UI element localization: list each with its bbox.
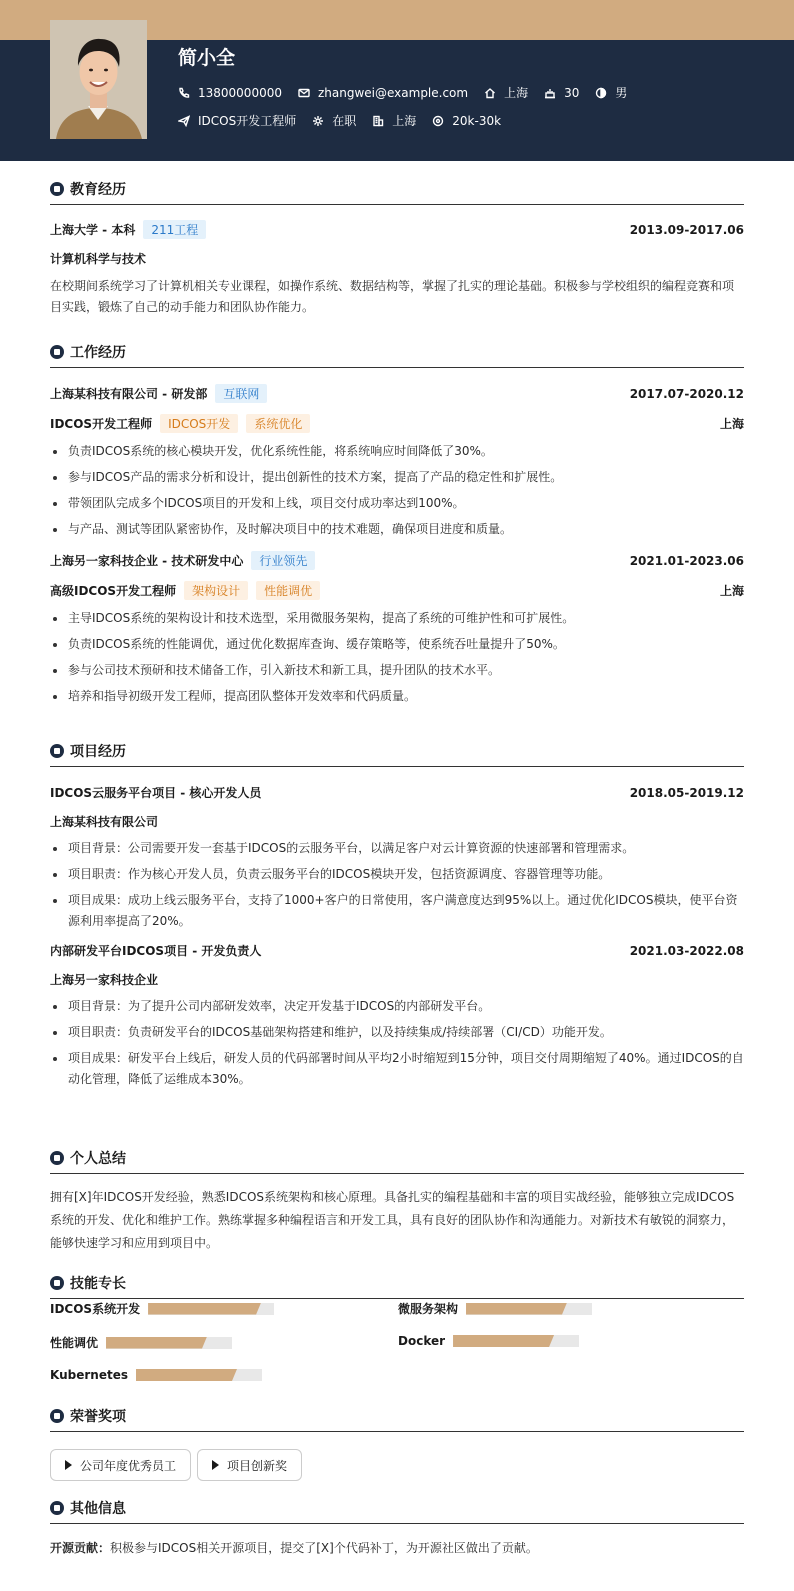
- skill-item: [398, 1334, 579, 1348]
- skill-item: [50, 1334, 232, 1351]
- skill-item: [50, 1300, 274, 1317]
- award-icon: [50, 1409, 64, 1423]
- project-company: 上海某科技有限公司: [50, 815, 159, 829]
- job-title-text: IDCOS开发工程师: [198, 114, 297, 128]
- major-name: 计算机科学与技术: [50, 252, 147, 266]
- graduation-cap-icon: [50, 182, 64, 196]
- status-text: 在职: [332, 114, 357, 128]
- user-icon: [50, 1151, 64, 1165]
- age-text: 30: [564, 85, 580, 100]
- education-row: [50, 220, 744, 239]
- gender-text: 男: [615, 86, 628, 100]
- skills-title: 技能专长: [70, 1276, 126, 1292]
- list-item: 带领团队完成多个IDCOS项目的开发和上线，项目交付成功率达到100%。: [50, 493, 744, 514]
- skill-level-bar: [136, 1369, 262, 1381]
- salary-text: 20k-30k: [452, 113, 502, 128]
- email-item: [298, 86, 468, 100]
- skill-item: [50, 1368, 262, 1382]
- summary-title: 个人总结: [70, 1151, 126, 1167]
- project-row: [50, 784, 744, 801]
- city-text: 上海: [504, 86, 529, 100]
- education-desc: 在校期间系统学习了计算机相关专业课程，如操作系统、数据结构等，掌握了扎实的理论基础。积极参与学校组织的编程竞赛和项目实践，锻炼了自己的动手能力和团队协作能力。: [50, 279, 735, 314]
- status-item: [312, 112, 356, 129]
- job-row: [178, 112, 517, 129]
- job-bullets: [50, 608, 744, 707]
- other-heading: [50, 1497, 744, 1519]
- section-divider: [50, 204, 744, 205]
- section-divider: [50, 1523, 744, 1524]
- play-icon: [212, 1460, 219, 1470]
- skill-label: Docker: [398, 1334, 446, 1348]
- school-tag: 211工程: [143, 220, 206, 239]
- home-icon: [484, 87, 496, 99]
- list-item: 负责IDCOS系统的核心模块开发，优化系统性能，将系统响应时间降低了30%。: [50, 441, 744, 462]
- company-row: [50, 551, 744, 570]
- skill-level-bar: [453, 1335, 579, 1347]
- project-row: [50, 942, 744, 959]
- role-row: [50, 414, 744, 433]
- honor-label: 公司年度优秀员工: [80, 1458, 177, 1473]
- company-name: 上海某科技有限公司 - 研发部: [50, 387, 208, 401]
- salary-item: [432, 114, 501, 128]
- skill-tag: 系统优化: [246, 414, 310, 433]
- job-location: 上海: [719, 417, 744, 431]
- skill-level-fill: [106, 1337, 207, 1349]
- phone-item: [178, 86, 282, 100]
- skill-label: IDCOS系统开发: [50, 1302, 141, 1316]
- gender-icon: [595, 87, 607, 99]
- education-section: [50, 178, 744, 318]
- project-name: IDCOS云服务平台项目 - 核心开发人员: [50, 786, 262, 800]
- honors-section: [50, 1405, 744, 1481]
- email-text: zhangwei@example.com: [317, 85, 469, 100]
- contact-row: [178, 84, 643, 101]
- skill-label: 性能调优: [50, 1336, 99, 1350]
- list-item: 项目成果：成功上线云服务平台，支持了1000+客户的日常使用，客户满意度达到95%以上。通过优化IDCOS模块，使平台资源利用率提高了20%。: [50, 890, 744, 932]
- other-title: 其他信息: [70, 1501, 126, 1517]
- skills-heading-block: [50, 1272, 744, 1299]
- projects-heading: [50, 740, 744, 762]
- job-period: 2021.01-2023.06: [629, 553, 744, 568]
- project-entry: [50, 942, 744, 1090]
- skill-level-fill: [136, 1369, 237, 1381]
- school-name: 上海大学 - 本科: [50, 223, 136, 237]
- other-info: [50, 1538, 744, 1559]
- other-label: 开源贡献：: [50, 1541, 111, 1555]
- list-item: 与产品、测试等团队紧密协作，及时解决项目中的技术难题，确保项目进度和质量。: [50, 519, 744, 540]
- list-item: 参与公司技术预研和技术储备工作，引入新技术和新工具，提升团队的技术水平。: [50, 660, 744, 681]
- list-item: 负责IDCOS系统的性能调优，通过优化数据库查询、缓存策略等，使系统吞吐量提升了50%。: [50, 634, 744, 655]
- summary-text: 拥有[X]年IDCOS开发经验，熟悉IDCOS系统架构和核心原理。具备扎实的编程基础和丰富的项目实战经验，能够独立完成IDCOS系统的开发、优化和维护工作。熟练掌握多种编程语言和开发工具，具有良好的团队协作和沟通能力。对新技术有敏锐的洞察力，能够快速学习和应用到项目中。: [50, 1190, 735, 1250]
- major-row: [50, 250, 744, 267]
- project-entry: [50, 784, 744, 932]
- avatar: [50, 20, 147, 139]
- honors-heading: [50, 1405, 744, 1427]
- projects-section: [50, 740, 744, 1095]
- skill-tag: IDCOS开发: [160, 414, 238, 433]
- phone-icon: [178, 87, 190, 99]
- section-divider: [50, 1298, 744, 1299]
- list-item: 培养和指导初级开发工程师，提高团队整体开发效率和代码质量。: [50, 686, 744, 707]
- job-period: 2017.07-2020.12: [629, 386, 744, 401]
- briefcase-icon: [50, 345, 64, 359]
- company-name: 上海另一家科技企业 - 技术研发中心: [50, 554, 244, 568]
- honors-list: [50, 1449, 744, 1481]
- project-period: 2021.03-2022.08: [629, 943, 744, 958]
- project-period: 2018.05-2019.12: [629, 785, 744, 800]
- section-divider: [50, 1431, 744, 1432]
- age-item: [544, 86, 579, 100]
- city-item: [484, 84, 528, 101]
- role-name: 高级IDCOS开发工程师: [50, 584, 177, 598]
- candidate-name: 简小全: [178, 47, 236, 69]
- skill-level-bar: [106, 1337, 232, 1349]
- list-item: 项目背景：公司需要开发一套基于IDCOS的云服务平台，以满足客户对云计算资源的快速部署和管理需求。: [50, 838, 744, 859]
- skill-label: Kubernetes: [50, 1368, 128, 1382]
- list-item: 主导IDCOS系统的架构设计和技术选型，采用微服务架构，提高了系统的可维护性和可扩展性。: [50, 608, 744, 629]
- project-bullets: [50, 838, 744, 932]
- skill-item: [398, 1300, 592, 1317]
- list-item: 参与IDCOS产品的需求分析和设计，提出创新性的技术方案，提高了产品的稳定性和扩展性。: [50, 467, 744, 488]
- company-tag: 行业领先: [251, 551, 315, 570]
- grid-icon: [50, 744, 64, 758]
- building-icon: [372, 115, 384, 127]
- play-icon: [65, 1460, 72, 1470]
- section-divider: [50, 1173, 744, 1174]
- list-item: 项目职责：负责研发平台的IDCOS基础架构搭建和维护，以及持续集成/持续部署（CI/CD）功能开发。: [50, 1022, 744, 1043]
- skill-tag: 架构设计: [184, 581, 248, 600]
- info-icon: [50, 1501, 64, 1515]
- work-city-text: 上海: [392, 114, 417, 128]
- other-section: [50, 1497, 744, 1559]
- section-divider: [50, 766, 744, 767]
- company-tag: 互联网: [215, 384, 267, 403]
- education-period: 2013.09-2017.06: [629, 222, 744, 237]
- summary-section: [50, 1147, 744, 1255]
- job-title-item: [178, 112, 296, 129]
- summary-heading: [50, 1147, 744, 1169]
- company-row: [50, 384, 744, 403]
- project-company-row: [50, 813, 744, 830]
- skill-level-bar: [466, 1303, 592, 1315]
- honor-item: [197, 1449, 302, 1481]
- job-entry: [50, 384, 744, 540]
- role-name: IDCOS开发工程师: [50, 417, 153, 431]
- mail-icon: [298, 87, 310, 99]
- education-heading: [50, 178, 744, 200]
- skill-level-fill: [453, 1335, 554, 1347]
- project-company: 上海另一家科技企业: [50, 973, 159, 987]
- work-city-item: [372, 112, 416, 129]
- project-company-row: [50, 971, 744, 988]
- bar-chart-icon: [50, 1276, 64, 1290]
- work-heading: [50, 341, 744, 363]
- cake-icon: [544, 87, 556, 99]
- skill-level-fill: [148, 1303, 261, 1315]
- job-entry: [50, 551, 744, 707]
- list-item: 项目背景：为了提升公司内部研发效率，决定开发基于IDCOS的内部研发平台。: [50, 996, 744, 1017]
- section-divider: [50, 367, 744, 368]
- job-location: 上海: [719, 584, 744, 598]
- work-title: 工作经历: [70, 345, 126, 361]
- projects-title: 项目经历: [70, 744, 126, 760]
- phone-text: 13800000000: [198, 85, 282, 100]
- work-section: [50, 341, 744, 712]
- list-item: 项目职责：作为核心开发人员，负责云服务平台的IDCOS模块开发，包括资源调度、容器管理等功能。: [50, 864, 744, 885]
- other-text: 积极参与IDCOS相关开源项目，提交了[X]个代码补丁，为开源社区做出了贡献。: [110, 1541, 538, 1555]
- skill-tag: 性能调优: [256, 581, 320, 600]
- skill-level-fill: [466, 1303, 567, 1315]
- project-name: 内部研发平台IDCOS项目 - 开发负责人: [50, 944, 262, 958]
- skill-label: 微服务架构: [398, 1302, 459, 1316]
- list-item: 项目成果：研发平台上线后，研发人员的代码部署时间从平均2小时缩短到15分钟，项目交付周期缩短了40%。通过IDCOS的自动化管理，降低了运维成本30%。: [50, 1048, 744, 1090]
- coin-icon: [432, 115, 444, 127]
- job-bullets: [50, 441, 744, 540]
- honors-title: 荣誉奖项: [70, 1409, 126, 1425]
- skill-level-bar: [148, 1303, 274, 1315]
- honor-label: 项目创新奖: [227, 1458, 288, 1473]
- gender-item: [595, 84, 627, 101]
- gear-icon: [312, 115, 324, 127]
- skills-heading: [50, 1272, 744, 1294]
- project-bullets: [50, 996, 744, 1090]
- education-title: 教育经历: [70, 182, 126, 198]
- paper-plane-icon: [178, 115, 190, 127]
- role-row: [50, 581, 744, 600]
- honor-item: [50, 1449, 191, 1481]
